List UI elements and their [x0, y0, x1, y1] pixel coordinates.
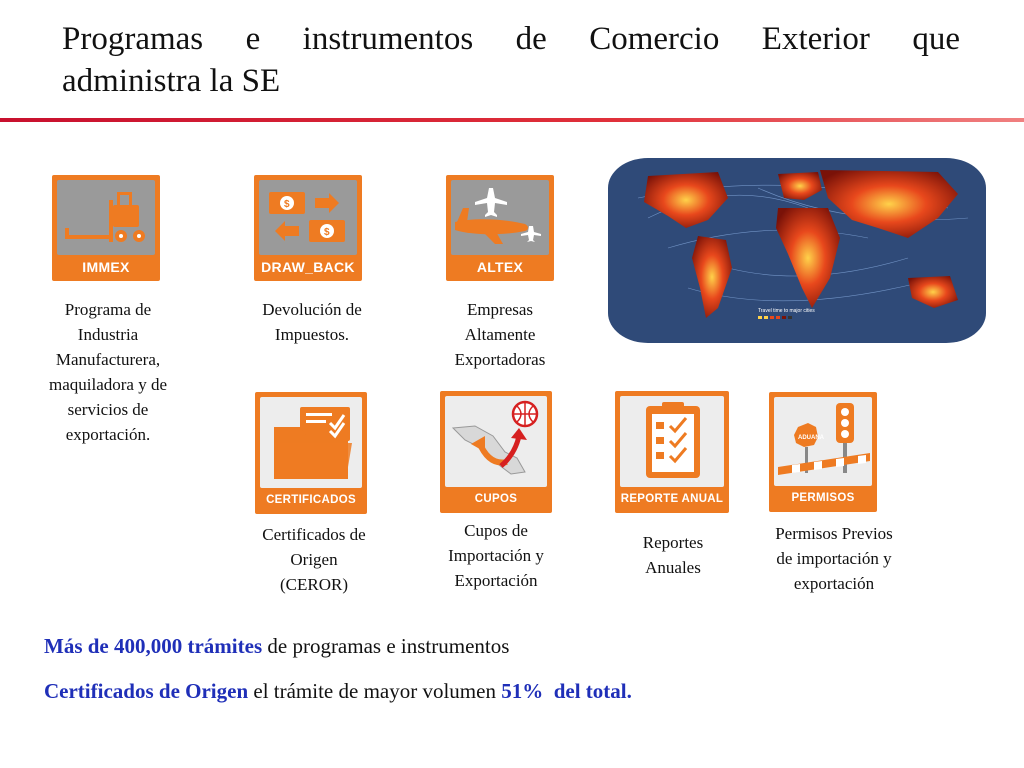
title-word: Programas — [62, 21, 204, 57]
certificados-label: CERTIFICADOS — [266, 494, 356, 506]
airplane-icon — [451, 180, 549, 255]
svg-text:ADUANA: ADUANA — [798, 435, 824, 441]
checklist-icon — [620, 396, 724, 487]
immex-caption: Programa de Industria Manufacturera, maquiladora y de servicios de exportación. — [48, 300, 167, 444]
summary-line-1: Más de 400,000 trámites de programas e instrumentos — [44, 634, 510, 658]
drawback-label: DRAW_BACK — [261, 259, 355, 275]
title-line-2: administra la SE — [62, 63, 281, 99]
cupos-caption: Cupos de Importación y Exportación — [448, 521, 544, 590]
cupos-label: CUPOS — [474, 493, 518, 505]
permisos-card — [769, 392, 877, 512]
altex-card — [446, 175, 554, 281]
page-title — [62, 18, 960, 102]
summary-highlight: del total. — [553, 679, 632, 703]
folder-certificate-icon — [260, 397, 362, 488]
money-exchange-icon — [259, 180, 357, 255]
title-word: Comercio — [589, 21, 720, 57]
certificados-card — [255, 392, 367, 514]
title-word: de — [515, 21, 547, 57]
certificados-caption: Certificados de Origen (CEROR) — [262, 525, 366, 594]
summary-line-2: Certificados de Origen el trámite de mayor volumen 51% del total. — [44, 679, 632, 703]
permisos-caption: Permisos Previos de importación y exportación — [775, 524, 893, 593]
reporte-anual-label: REPORTE ANUAL — [620, 493, 724, 505]
world-map-image — [608, 158, 986, 343]
title-word: instrumentos — [302, 21, 474, 57]
drawback-caption: Devolución de Impuestos. — [262, 300, 362, 344]
svg-text:$: $ — [284, 199, 290, 210]
drawback-card — [254, 175, 362, 281]
title-line-1 — [62, 18, 960, 60]
immex-label: IMMEX — [82, 259, 130, 275]
world-map-icon — [608, 158, 986, 343]
customs-barrier-icon — [774, 397, 872, 486]
title-divider — [0, 118, 1024, 122]
reporte-anual-card — [615, 391, 729, 513]
percentage-value: 51% — [501, 679, 544, 703]
cupos-card — [440, 391, 552, 513]
immex-card — [52, 175, 160, 281]
title-word: que — [912, 21, 960, 57]
title-word: e — [245, 21, 261, 57]
reporte-anual-caption: Reportes Anuales — [642, 533, 704, 577]
altex-label: ALTEX — [476, 259, 524, 275]
svg-text:$: $ — [324, 227, 330, 238]
summary-highlight: Certificados de Origen — [44, 679, 249, 703]
altex-caption: Empresas Altamente Exportadoras — [454, 300, 546, 369]
title-word: Exterior — [761, 21, 870, 57]
forklift-icon — [57, 180, 155, 255]
summary-highlight: Más de 400,000 trámites — [44, 634, 263, 658]
permisos-label: PERMISOS — [791, 492, 855, 504]
map-legend-title: Travel time to major cities — [758, 308, 815, 314]
mexico-globe-icon — [445, 396, 547, 487]
